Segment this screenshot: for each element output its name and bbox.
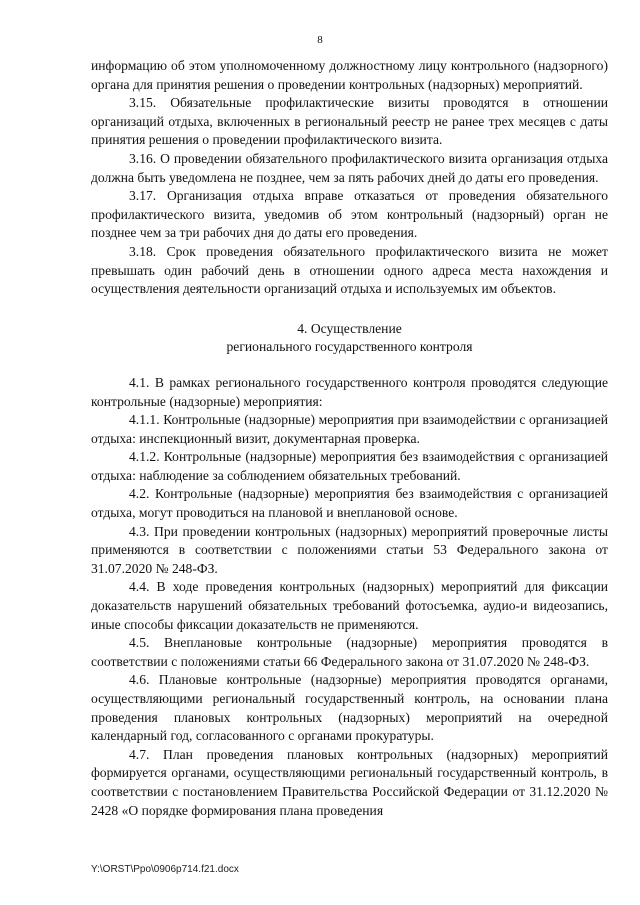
page-number: 8 [317,34,323,46]
paragraph-4-1: 4.1. В рамках регионального государственного контроля проводятся следующие контрольные (надзорные) мероприятия: [91,374,608,409]
paragraph-4-4: 4.4. В ходе проведения контрольных (надзорных) мероприятий для фиксации доказательств нарушений обязательных требований фотосъемка, аудио-и видеозапись, иные способы фиксации доказательств не применяются. [91,579,608,632]
section-heading-line1: 4. Осуществление [297,320,402,336]
paragraph-4-1-1: 4.1.1. Контрольные (надзорные) мероприятия при взаимодействии с организацией отдыха: инспекционный визит, документарная проверка. [91,412,608,446]
paragraph-continuation: информацию об этом уполномоченному должностному лицу контрольного (надзорного) органа для принятия решения о проведении контрольных (надзорных) мероприятий. [91,58,608,92]
paragraph-4-2: 4.2. Контрольные (надзорные) мероприятия без взаимодействия с организацией отдыха, могут проводиться на плановой и внеплановой основе. [91,486,608,521]
paragraph-3-15: 3.15. Обязательные профилактические визиты проводятся в отношении организаций отдыха, включенных в региональный реестр не ранее трех месяцев с даты принятия решения о проведении профилактического визита. [91,95,608,148]
paragraph-4-7: 4.7. План проведения плановых контрольных (надзорных) мероприятий формируется органами, осуществляющими региональный государственный контроль, в соответствии с постановлением Правительства Российской Федерации от 31.12.2020 № 2428 «О порядке формирования плана проведения [91,746,608,818]
paragraph-3-17: 3.17. Организация отдыха вправе отказаться от проведения обязательного профилактического визита, уведомив об этом контрольный (надзорный) орган не позднее чем за три рабочих дня до даты его проведения. [91,188,608,241]
document-body [91,57,608,820]
paragraph-4-6: 4.6. Плановые контрольные (надзорные) мероприятия проводятся органами, осуществляющими региональный государственный контроль, на основании плана проведения плановых контрольных (надзорных) мероприятий на очередной календарный год, согласованного с органами прокуратуры. [91,672,608,744]
footer-file-path: Y:\ORST\Ppo\0906p714.f21.docx [91,864,239,875]
paragraph-4-1-2: 4.1.2. Контрольные (надзорные) мероприятия без взаимодействия с организацией отдыха: наблюдение за соблюдением обязательных требований. [91,449,608,483]
paragraph-3-16: 3.16. О проведении обязательного профилактического визита организация отдыха должна быть уведомлена не позднее, чем за пять рабочих дней до даты его проведения. [91,150,608,185]
section-heading [91,320,608,357]
paragraph-4-3: 4.3. При проведении контрольных (надзорных) мероприятий проверочные листы применяются в соответствии с положениями статьи 53 Федерального закона от 31.07.2020 № 248-ФЗ. [91,523,608,576]
paragraph-3-18: 3.18. Срок проведения обязательного профилактического визита не может превышать один рабочий день в отношении одного адреса места нахождения и осуществления деятельности организаций отдыха и используемых им объектов. [91,243,608,297]
paragraph-4-5: 4.5. Внеплановые контрольные (надзорные) мероприятия проводятся в соответствии с положениями статьи 66 Федерального закона от 31.07.2020 № 248-ФЗ. [91,635,608,669]
section-heading-line2: регионального государственного контроля [226,339,473,355]
